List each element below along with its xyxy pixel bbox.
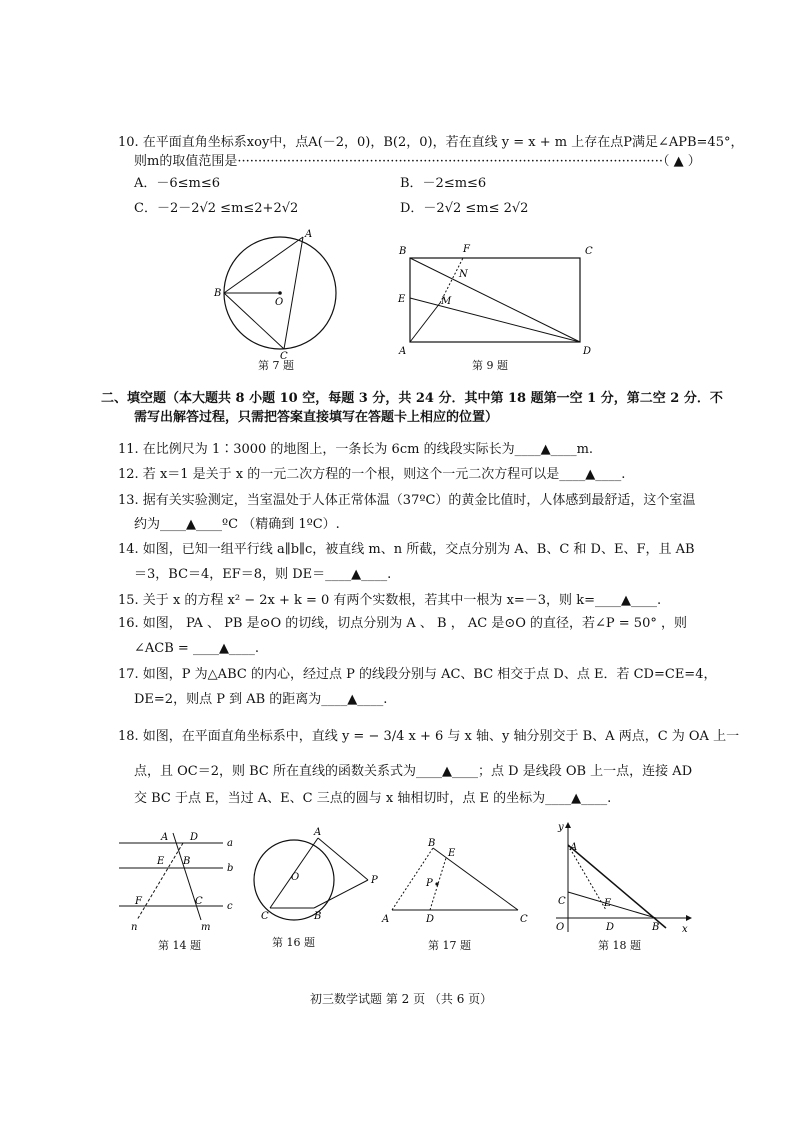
q17-line1: 17. 如图，P 为△ABC 的内心，经过点 P 的线段分别与 AC、BC 相交于点 D、点 E．若 CD=CE=4，: [118, 667, 717, 682]
q10-option-b: B．－2≤m≤6: [400, 176, 487, 191]
fig7-center-dot: [278, 291, 282, 295]
fig9-segment-ed: [410, 298, 580, 342]
fig18-label-e: E: [604, 898, 612, 909]
q14-line1: 14. 如图，已知一组平行线 a∥b∥c，被直线 m、n 所截，交点分别为 A、B、C 和 D、E、F，且 AB: [118, 542, 695, 557]
fig7-label-o: O: [275, 297, 284, 308]
fig17-label-p: P: [426, 878, 433, 889]
fig7-caption: 第 7 题: [258, 359, 294, 372]
fig9-label-b: B: [399, 246, 407, 257]
fig14-label-e: E: [157, 856, 165, 867]
fig18-label-o: O: [556, 922, 565, 933]
q18-line1: 18. 如图，在平面直角坐标系中，直线 y = − 3/4 x + 6 与 x 轴、y 轴分别交于 B、A 两点，C 为 OA 上一: [118, 729, 740, 744]
fig14-label-n: n: [131, 922, 138, 933]
fig16-label-a: A: [314, 827, 322, 838]
fig9-label-f: F: [463, 244, 470, 255]
section2-title-cont: 需写出解答过程，只需把答案直接填写在答题卡上相应的位置）: [134, 410, 499, 425]
fig17-side-bc: [433, 848, 518, 910]
q18-line3: 交 BC 于点 E，当过 A、E、C 三点的圆与 x 轴相切时，点 E 的坐标为____▲____.: [134, 791, 612, 806]
fig7-segment-ac: [284, 237, 303, 349]
q15: 15. 关于 x 的方程 x² − 2x + k = 0 有两个实数根，若其中一根为 x=－3，则 k=____▲____.: [118, 593, 662, 608]
fig18-line-bc: [568, 892, 656, 918]
q16-line2: ∠ACB = ____▲____.: [134, 641, 260, 656]
q10-option-d: D．－2√2 ≤m≤ 2√2: [400, 201, 529, 216]
fig17-caption: 第 17 题: [428, 939, 471, 952]
q13-line1: 13. 据有关实验测定，当室温处于人体正常体温（37ºC）的黄金比值时，人体感到最舒适，这个室温: [118, 493, 696, 508]
fig17-label-c: C: [520, 914, 528, 925]
q13-line2: 约为____▲____ºC （精确到 1ºC）.: [134, 517, 340, 532]
figure-14: [115, 828, 245, 933]
fig14-label-c-line: c: [227, 901, 233, 912]
fig7-segment-ab: [224, 237, 303, 293]
q11: 11. 在比例尺为 1∶3000 的地图上，一条长为 6cm 的线段实际长为____▲____m.: [118, 442, 594, 457]
fig17-label-e: E: [448, 848, 456, 859]
figure-7: [200, 225, 340, 375]
fig18-label-x: x: [682, 924, 688, 935]
section2-title: 二、填空题（本大题共 8 小题 10 空，每题 3 分，共 24 分．其中第 18 题第一空 1 分，第二空 2 分．不: [101, 391, 723, 406]
fig16-label-o: O: [291, 872, 300, 883]
fig9-label-m: M: [441, 296, 452, 307]
q18-line2: 点，且 OC＝2，则 BC 所在直线的函数关系式为____▲____；点 D 是线段 OB 上一点，连接 AD: [134, 764, 693, 779]
fig14-label-a: A: [161, 832, 169, 843]
fig18-y-arrow: [565, 822, 571, 828]
fig17-label-d: D: [426, 914, 435, 925]
fig7-label-c: C: [280, 351, 288, 362]
fig14-label-b-line: b: [227, 863, 234, 874]
q10-stem-line2: 则m的取值范围是·······································································································（ ▲ ）: [134, 154, 701, 169]
q10-option-a: A．－6≤m≤6: [134, 176, 221, 191]
fig9-caption: 第 9 题: [472, 359, 508, 372]
fig16-caption: 第 16 题: [272, 936, 315, 949]
fig7-label-a: A: [305, 229, 313, 240]
fig14-label-f: F: [135, 896, 142, 907]
fig18-caption: 第 18 题: [598, 939, 641, 952]
fig16-tangent-pa: [318, 838, 368, 880]
fig14-label-c: C: [195, 896, 203, 907]
fig9-label-d: D: [583, 346, 592, 357]
figure-18: [548, 820, 698, 935]
fig16-label-b: B: [314, 911, 322, 922]
fig18-label-c: C: [558, 896, 566, 907]
fig18-label-b: B: [652, 922, 660, 933]
fig16-label-c: C: [261, 911, 269, 922]
q16-line1: 16. 如图， PA 、 PB 是⊙O 的切线，切点分别为 A 、 B ， AC 是⊙O 的直径，若∠P = 50° ，则: [118, 616, 687, 631]
fig9-segment-am: [410, 303, 440, 342]
fig18-label-y: y: [558, 822, 564, 833]
fig17-label-a: A: [382, 914, 390, 925]
fig9-segment-bd: [410, 258, 580, 342]
fig17-point-p: [435, 882, 438, 885]
fig18-line-ab: [568, 845, 666, 928]
figure-9: [395, 240, 605, 360]
fig9-label-e: E: [398, 294, 406, 305]
fig16-label-p: P: [371, 875, 378, 886]
q10-option-c: C．－2－2√2 ≤m≤2+2√2: [134, 201, 299, 216]
fig14-label-m: m: [201, 922, 211, 933]
fig18-label-d: D: [606, 922, 615, 933]
figure-17: [378, 832, 538, 932]
fig18-segment-ad: [568, 845, 606, 910]
figure-16: [248, 825, 383, 930]
page-footer: 初三数学试题 第 2 页 （共 6 页）: [310, 992, 493, 1006]
fig9-label-a: A: [399, 346, 407, 357]
fig14-label-d: D: [190, 832, 199, 843]
fig17-label-b: B: [428, 838, 436, 849]
q14-line2: ＝3，BC＝4，EF＝8，则 DE＝____▲____.: [134, 567, 392, 582]
fig16-tangent-pb: [314, 880, 368, 908]
fig14-label-a-line: a: [227, 838, 233, 849]
q17-line2: DE=2，则点 P 到 AB 的距离为____▲____.: [134, 692, 388, 707]
fig14-label-b: B: [183, 856, 191, 867]
q12: 12. 若 x＝1 是关于 x 的一元二次方程的一个根，则这个一元二次方程可以是____▲____.: [118, 467, 626, 482]
fig9-label-n: N: [459, 269, 468, 280]
fig18-x-arrow: [686, 915, 692, 921]
fig14-caption: 第 14 题: [158, 939, 201, 952]
fig14-line-n: [137, 843, 183, 920]
q10-stem-line1: 10. 在平面直角坐标系xoy中，点A(－2，0)，B(2，0)，若在直线 y = x + m 上存在点P满足∠APB=45°，: [118, 135, 744, 150]
fig7-label-b: B: [214, 288, 222, 299]
fig18-label-a: A: [570, 842, 578, 853]
fig9-label-c: C: [585, 246, 593, 257]
